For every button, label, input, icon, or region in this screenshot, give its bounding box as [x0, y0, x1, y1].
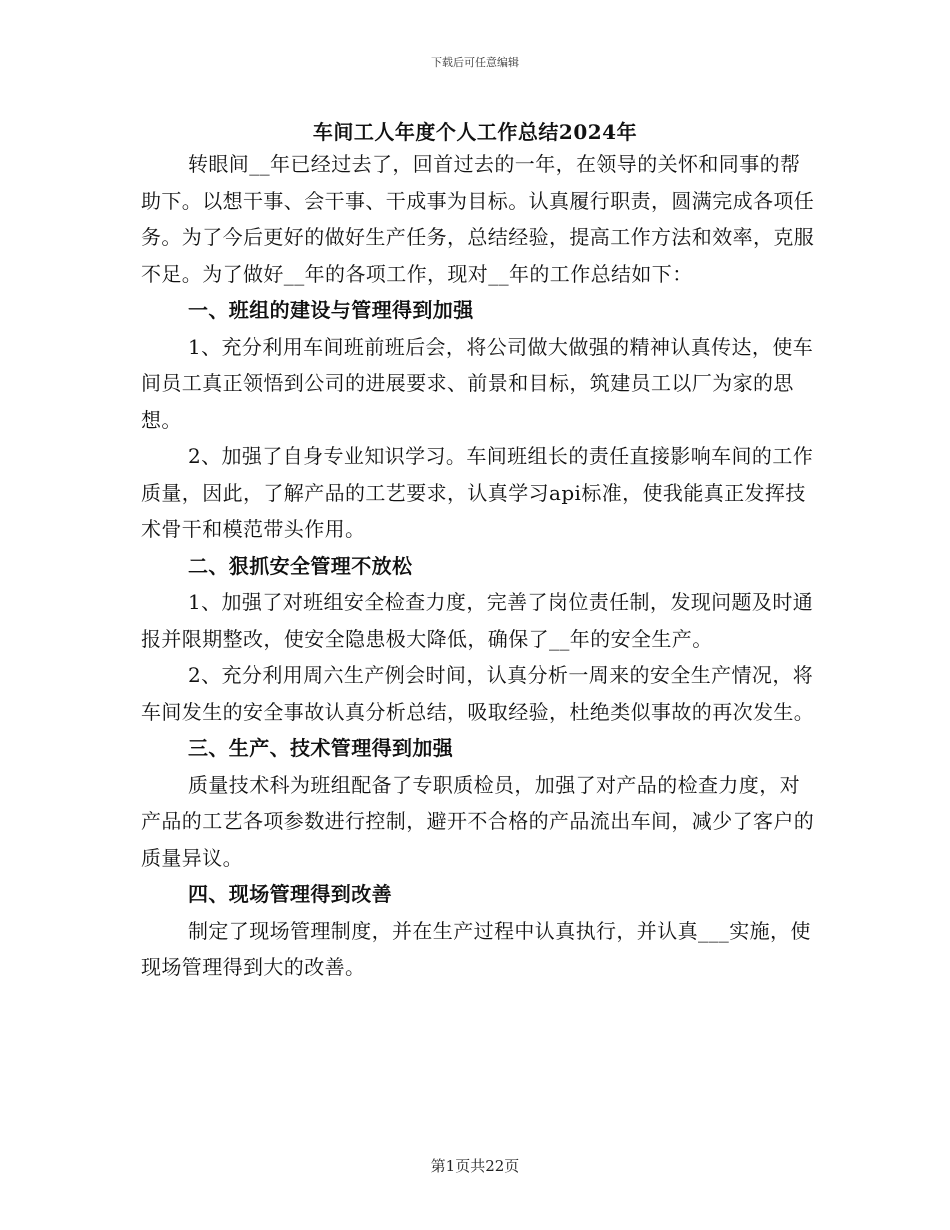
header-note: 下载后可任意编辑 — [431, 56, 519, 69]
paragraph-intro: 转眼间__年已经过去了，回首过去的一年，在领导的关怀和同事的帮助下。以想干事、会干事、干成事为目标。认真履行职责，圆满完成各项任务。为了今后更好的做好生产任务，总结经验，提高工作方法和效率，克服不足。为了做好__年的各项工作，现对__年的工作总结如下： — [141, 152, 815, 286]
section-heading-3: 三、生产、技术管理得到加强 — [188, 736, 454, 760]
paragraph-2-2: 2、充分利用周六生产例会时间，认真分析一周来的安全生产情况，将车间发生的安全事故认真分析总结，吸取经验，杜绝类似事故的再次发生。 — [141, 663, 815, 724]
paragraph-3-1: 质量技术科为班组配备了专职质检员，加强了对产品的检查力度，对产品的工艺各项参数进行控制，避开不合格的产品流出车间，减少了客户的质量异议。 — [141, 772, 815, 870]
document-body — [141, 146, 816, 986]
paragraph-1-1: 1、充分利用车间班前班后会，将公司做大做强的精神认真传达，使车间员工真正领悟到公司的进展要求、前景和目标，筑建员工以厂为家的思想。 — [141, 334, 814, 432]
section-heading-2: 二、狠抓安全管理不放松 — [188, 553, 413, 578]
page-number-footer: 第1页共22页 — [430, 1157, 520, 1175]
paragraph-1-2: 2、加强了自身专业知识学习。车间班组长的责任直接影响车间的工作质量，因此，了解产品的工艺要求，认真学习api标准，使我能真正发挥技术骨干和模范带头作用。 — [141, 444, 814, 541]
document-title: 车间工人年度个人工作总结2024年 — [312, 120, 638, 144]
section-heading-1: 一、班组的建设与管理得到加强 — [188, 298, 474, 322]
section-heading-4: 四、现场管理得到改善 — [188, 882, 392, 906]
paragraph-4-1: 制定了现场管理制度，并在生产过程中认真执行，并认真___实施，使现场管理得到大的改善。 — [141, 918, 811, 979]
paragraph-2-1: 1、加强了对班组安全检查力度，完善了岗位责任制，发现问题及时通报并限期整改，使安全隐患极大降低，确保了__年的安全生产。 — [141, 590, 814, 651]
